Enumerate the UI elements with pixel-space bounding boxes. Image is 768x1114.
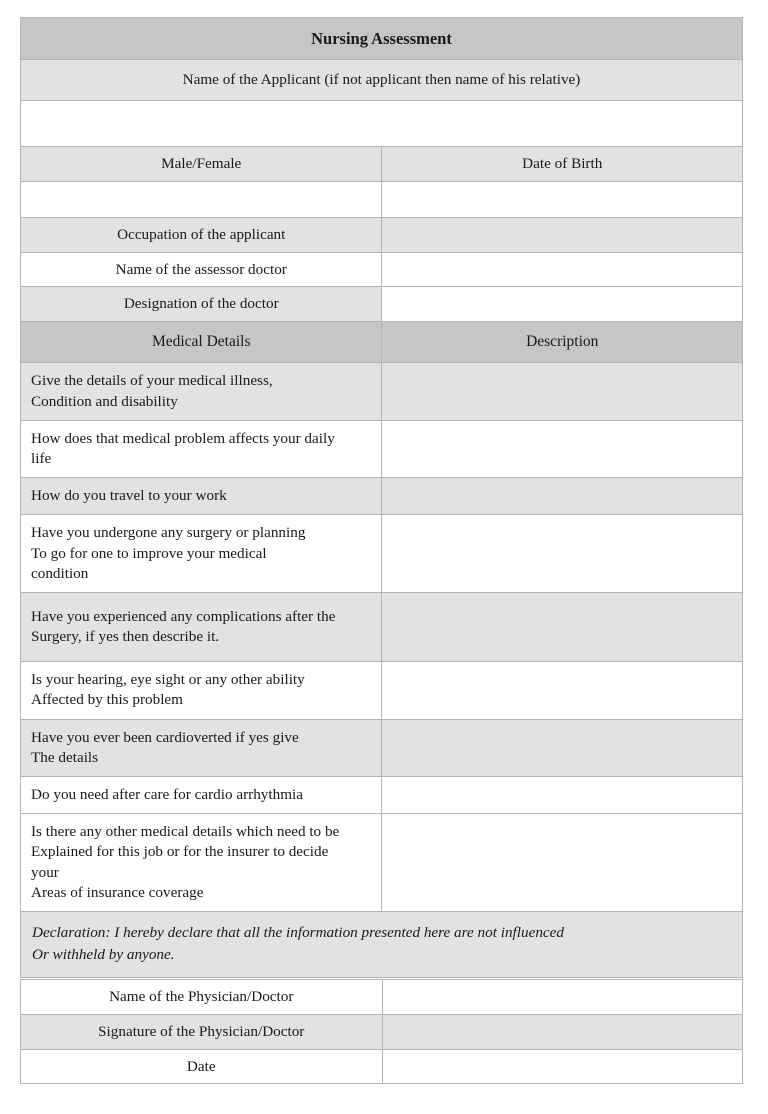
date-field[interactable]	[382, 1049, 743, 1084]
medical-question-label: Have you experienced any complications after the Surgery, if yes then describe it.	[31, 607, 336, 646]
date-label: Date	[186, 1057, 216, 1075]
dob-field[interactable]	[382, 181, 743, 217]
page-title: Nursing Assessment	[311, 29, 452, 48]
declaration-row	[21, 912, 743, 978]
designation-label: Designation of the doctor	[123, 295, 279, 313]
physician-name-label: Name of the Physician/Doctor	[109, 988, 294, 1005]
gender-dob-input-row	[21, 181, 743, 217]
table-row	[21, 719, 743, 776]
physician-name-field[interactable]	[382, 980, 743, 1015]
physician-signature-value	[383, 1025, 743, 1039]
table-row	[21, 980, 743, 1015]
table-row	[21, 420, 743, 477]
medical-description-value	[382, 384, 742, 400]
medical-question-cell	[21, 420, 382, 477]
applicant-name-field[interactable]	[21, 101, 743, 147]
description-header-cell	[382, 322, 743, 363]
medical-question-label: How do you travel to your work	[31, 487, 227, 505]
table-row	[21, 1014, 743, 1049]
medical-question-label: Do you need after care for cardio arrhythmia	[31, 785, 303, 803]
medical-description-value	[382, 740, 742, 756]
declaration-cell	[21, 912, 743, 978]
medical-question-cell	[21, 478, 382, 515]
occupation-field[interactable]	[382, 217, 743, 252]
applicant-name-label: Name of the Applicant (if not applicant then name of his relative)	[182, 71, 581, 89]
medical-description-field[interactable]	[382, 814, 743, 912]
gender-label-cell	[21, 147, 382, 182]
table-row	[21, 515, 743, 593]
medical-question-cell	[21, 593, 382, 662]
medical-question-label: Have you ever been cardioverted if yes give The details	[31, 728, 299, 766]
designation-value	[382, 297, 742, 311]
medical-question-label: Is there any other medical details which need to be Explained for this job or for the insurer to decide your Areas of insurance coverage	[31, 823, 340, 901]
occupation-value	[382, 228, 742, 242]
form-title-cell	[21, 18, 743, 60]
physician-signature-field[interactable]	[382, 1014, 743, 1049]
medical-description-field[interactable]	[382, 420, 743, 477]
gender-dob-label-row	[21, 147, 743, 182]
designation-label-cell	[21, 287, 382, 322]
physician-name-value	[383, 990, 743, 1004]
assessor-doctor-label: Name of the assessor doctor	[115, 260, 287, 278]
table-row	[21, 1049, 743, 1084]
medical-description-field[interactable]	[382, 776, 743, 813]
gender-field[interactable]	[21, 181, 382, 217]
date-label-cell	[21, 1049, 383, 1084]
assessor-doctor-field[interactable]	[382, 252, 743, 287]
medical-description-field[interactable]	[382, 478, 743, 515]
gender-label: Male/Female	[161, 155, 242, 173]
description-header-label: Description	[526, 333, 599, 351]
applicant-name-label-row	[21, 60, 743, 101]
assessor-doctor-value	[382, 263, 742, 277]
occupation-label-cell	[21, 217, 382, 252]
medical-description-field[interactable]	[382, 363, 743, 420]
table-row	[21, 662, 743, 719]
date-value	[383, 1059, 743, 1073]
physician-signature-label-cell	[21, 1014, 383, 1049]
declaration-text: Declaration: I hereby declare that all the information presented here are not influenced Or withheld by anyone.	[32, 924, 564, 963]
table-row	[21, 776, 743, 813]
medical-details-header-label: Medical Details	[151, 333, 251, 351]
applicant-name-label-cell	[21, 60, 743, 101]
occupation-label: Occupation of the applicant	[117, 225, 286, 243]
medical-description-value	[382, 619, 742, 635]
table-row	[21, 363, 743, 420]
medical-question-cell	[21, 776, 382, 813]
designation-row	[21, 287, 743, 322]
nursing-assessment-main-table	[20, 17, 743, 978]
assessor-doctor-row	[21, 252, 743, 287]
medical-description-value	[382, 441, 742, 457]
medical-description-value	[382, 488, 742, 504]
medical-question-label: Give the details of your medical illness, Condition and disability	[31, 372, 273, 410]
medical-question-label: How does that medical problem affects your daily life	[31, 429, 335, 467]
occupation-row	[21, 217, 743, 252]
dob-label: Date of Birth	[522, 155, 603, 173]
designation-field[interactable]	[382, 287, 743, 322]
medical-description-value	[382, 855, 742, 871]
medical-question-label: Is your hearing, eye sight or any other ability Affected by this problem	[31, 671, 305, 709]
medical-description-value	[382, 682, 742, 698]
physician-signature-label: Signature of the Physician/Doctor	[98, 1022, 305, 1040]
medical-description-value	[382, 546, 742, 562]
medical-description-field[interactable]	[382, 719, 743, 776]
medical-question-cell	[21, 814, 382, 912]
applicant-name-input-row	[21, 101, 743, 147]
medical-question-cell	[21, 719, 382, 776]
medical-question-cell	[21, 363, 382, 420]
table-row	[21, 478, 743, 515]
medical-description-field[interactable]	[382, 593, 743, 662]
physician-signature-table	[20, 979, 743, 1084]
medical-details-header-row	[21, 322, 743, 363]
dob-label-cell	[382, 147, 743, 182]
medical-description-field[interactable]	[382, 662, 743, 719]
medical-question-cell	[21, 515, 382, 593]
assessor-doctor-label-cell	[21, 252, 382, 287]
medical-question-label: Have you undergone any surgery or planning To go for one to improve your medical condition	[31, 524, 306, 582]
medical-question-cell	[21, 662, 382, 719]
table-row	[21, 593, 743, 662]
medical-description-value	[382, 787, 742, 803]
title-row	[21, 18, 743, 60]
medical-details-header-cell	[21, 322, 382, 363]
physician-name-label-cell	[21, 980, 383, 1015]
medical-description-field[interactable]	[382, 515, 743, 593]
table-row	[21, 814, 743, 912]
